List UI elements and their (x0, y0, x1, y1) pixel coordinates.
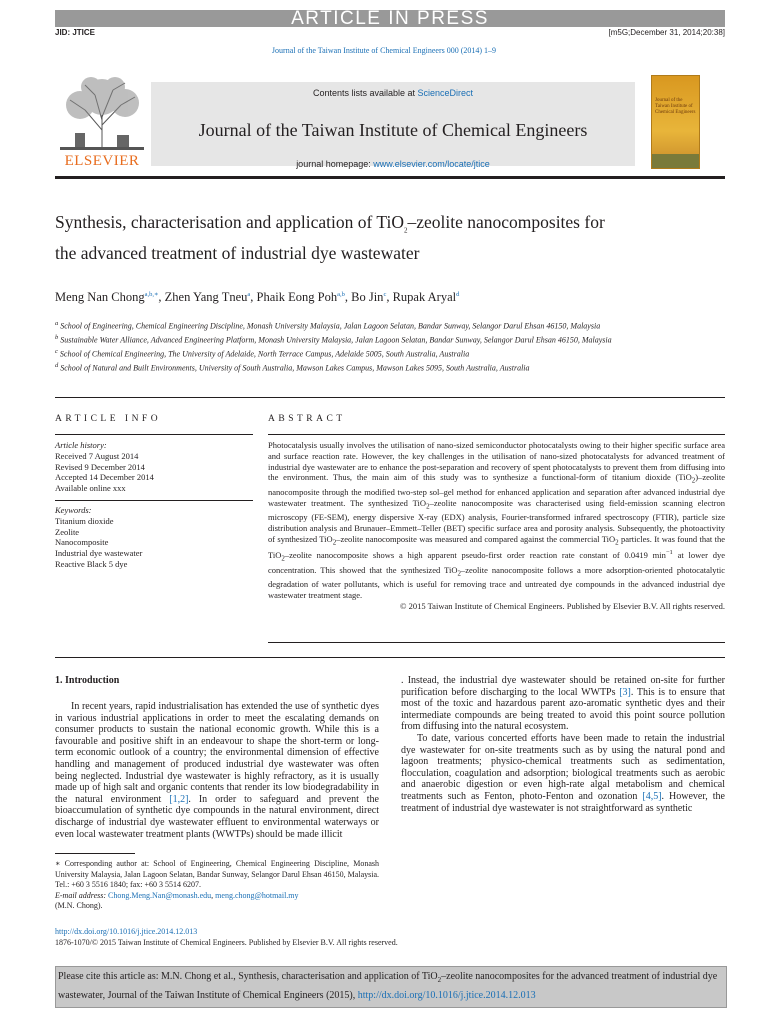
article-history (55, 440, 253, 494)
citation-link[interactable]: [4,5] (642, 790, 662, 802)
masthead-box (151, 82, 635, 169)
author-name[interactable]: Bo Jin (351, 290, 384, 305)
header-rule (55, 176, 725, 179)
journal-homepage-link[interactable]: www.elsevier.com/locate/jtice (373, 159, 490, 169)
affiliation: $^b$ Sustainable Water Alliance, Advanced Engineering Platform, Monash University Malaysia, Jalan Lagoon Selatan, Bandar Sunway, Selangor Darul Ehsan 46150, Malaysia (55, 333, 612, 345)
abstract-text: Photocatalysis usually involves the utilisation of nano-sized semiconductor photocatalysts owing to their higher specific surface area and surface reaction rate. However, the key challenges in the utilisation of nano-sized photocatalysts for advanced treatment of industrial dye wastewater are to enhance the post-separation and recovery of spent photocatalysts to prevent them from diffusing into the environment. Thus, the main aim of this study was to synthesize a functional-form of titanium dioxide (TiO$_2$)–zeolite nanocomposite through the modified two-step sol–gel method for enhanced application and separation after advanced industrial dye wastewater treatment. The synthesized TiO$_2$–zeolite nanocomposite was characterised using field-emission scanning electron microscopy (FE-SEM), energy dispersive X-ray (EDX) analysis, Fourier-transformed infrared spectroscopy (FTIR), particle size distribution analysis and Brunauer–Emmett–Teller (BET) specific surface area and porosity analysis. Subsequently, the photoactivity of synthesized TiO$_2$–zeolite nanocomposite was measured and compared against the commercial TiO$_2$ particles. It was found that the TiO$_2$–zeolite nanocomposite shows a high apparent pseudo-first order reaction rate constant of 0.0419 $\min^{-1}$ at lower dye concentration. This showed that the synthesized TiO$_2$–zeolite nanocomposite follows a more adsorption-oriented photocatalytic degradation of water pollutants, which is useful for removing trace and untreated dye compounds in the advanced industrial dye wastewater treatment stage. © 2015 Taiwan Institute of Chemical Engineers. Published by Elsevier B.V. All rights reserved. (268, 440, 725, 611)
email-link[interactable]: Chong.Meng.Nan@monash.edu (108, 890, 212, 900)
elsevier-wordmark: ELSEVIER (64, 153, 140, 169)
abstract-end-rule (268, 642, 725, 643)
intro-heading: 1. Introduction (55, 675, 120, 686)
affiliation: $^c$ School of Chemical Engineering, The University of Adelaide, North Terrace Campus, Adelaide 5005, South Australia, Australia (55, 347, 470, 359)
corresponding-author-footnote: ∗ Corresponding author at: School of Engineering, Chemical Engineering Discipline, Monash University Malaysia, Jalan Lagoon Selatan, Bandar Sunway, Selangor Darul Ehsan 46150, Malaysia. Tel.: +60 3 5516 1840; fax: +60 3 5514 6207. E-mail address: Chong.Meng.Nan@monash.edu, meng.chong@hotmail.my (M.N. Chong). (55, 859, 379, 911)
history-item: Available online xxx (55, 483, 126, 494)
issn-copyright: 1876-1070/© 2015 Taiwan Institute of Chemical Engineers. Published by Elsevier B.V. All rights reserved. (55, 938, 398, 947)
keyword: Titanium dioxide (55, 515, 114, 526)
copyright-line: © 2015 Taiwan Institute of Chemical Engineers. Published by Elsevier B.V. All rights reserved. (400, 600, 725, 611)
author-list: Meng Nan Chong$^{a,b,∗}$, Zhen Yang Tneu$^a$, Phaik Eong Poh$^{a,b}$, Bo Jin$^c$, Rupak Aryal$^d$ (55, 290, 460, 305)
history-item: Revised 9 December 2014 (55, 461, 145, 472)
cover-strip (652, 154, 699, 168)
journal-homepage-line: journal homepage: www.elsevier.com/locate/jtice (296, 159, 490, 169)
author-name[interactable]: Phaik Eong Poh (256, 290, 338, 305)
doi-link[interactable]: http://dx.doi.org/10.1016/j.jtice.2014.12.013 (55, 927, 198, 936)
footnote-rule (55, 853, 135, 854)
affiliation: $^a$ School of Engineering, Chemical Engineering Discipline, Monash University Malaysia, Jalan Lagoon Selatan, Bandar Sunway, Selangor Darul Ehsan 46150, Malaysia (55, 320, 601, 331)
contents-available-line: Contents lists available at ScienceDirect (312, 88, 474, 98)
author-affil-mark[interactable]: a (247, 291, 251, 298)
article-info-heading: ARTICLE INFO (55, 414, 162, 424)
keyword: Industrial dye wastewater (55, 548, 143, 559)
abstract-rule (268, 434, 725, 435)
body-column-left (55, 701, 379, 840)
cite-this-article-box: Please cite this article as: M.N. Chong et al., Synthesis, characterisation and application of TiO$_2$–zeolite nanocomposites for the advanced treatment of industrial dye wastewater, Journal of the Taiwan Institute of Chemical Engineers (2015), http://dx.doi.org/10.1016/j.jtice.2014.12.013 (55, 966, 727, 1008)
history-item: Received 7 August 2014 (55, 450, 139, 461)
keyword: Nanocomposite (55, 537, 109, 548)
journal-name: Journal of the Taiwan Institute of Chemical Engineers (198, 120, 588, 140)
cite-doi-link[interactable]: http://dx.doi.org/10.1016/j.jtice.2014.12.013 (357, 990, 536, 1001)
affiliation: $^d$ School of Natural and Built Environments, University of South Australia, Mawson Lakes Campus, Mawson Lakes 5095, South Australia, Australia (55, 361, 530, 373)
email-link[interactable]: meng.chong@hotmail.my (215, 890, 299, 900)
body-rule (55, 657, 725, 658)
intro-paragraph: In recent years, rapid industrialisation has extended the use of synthetic dyes in various industrial applications in order to meet the escalating demands on consumer products to sustain the national economic growth. While this is a favourable and positive shift in an endeavour to shape the short-term or long-term economic outlook of a country; the environmental dimension of effective handling and management of produced industrial dye wastewater was often being neglected. Industrial dye wastewater is highly refractory, as it is usually made up of high salt and organic contents that render its low biodegradability in the natural environment [1,2]. In order to safeguard and prevent the bioaccumulation of synthetic dye compounds in the natural environment, direct discharge of industrial dye wastewater effluent to environmental waterways or even local wastewater treatment plants (WWTPs) should be made illicit (55, 701, 379, 840)
history-label: Article history: (55, 440, 107, 450)
journal-citation-link[interactable]: Journal of the Taiwan Institute of Chemical Engineers 000 (2014) 1–9 (271, 46, 497, 55)
intro-paragraph: To date, various concerted efforts have been made to retain the industrial dye wastewater for on-site treatments such as by using the natural pond and lagoon treatments; physico-chemical treatments such as sedimentation, flocculation, coagulation and adsorption; biological treatments such as aerobic and anaerobic digestion or even high-rate algal metabolism and chemical treatments such as Fenton, photo-Fenton and ozonation [4,5]. However, the treatment of industrial dye wastewater is not straightforward as synthetic (401, 732, 725, 814)
article-title: Synthesis, characterisation and application of TiO$_2$–zeolite nanocomposites for the advanced treatment of industrial dye wastewater (55, 212, 605, 263)
journal-cover-thumbnail (651, 75, 700, 169)
body-column-right (401, 675, 725, 814)
author-name[interactable]: Rupak Aryal (392, 290, 457, 305)
author-affil-mark[interactable]: c (383, 291, 387, 298)
citation-link[interactable]: [3] (619, 686, 631, 698)
author-affil-mark[interactable]: d (456, 291, 460, 298)
affiliations (55, 318, 675, 373)
article-in-press-banner: ARTICLE IN PRESS (55, 10, 725, 27)
author-name[interactable]: Zhen Yang Tneu (164, 290, 248, 305)
article-info-rule (55, 434, 253, 435)
intro-paragraph-cont: . Instead, the industrial dye wastewater should be retained on-site for further purification before discharging to the local WWTPs [3]. This is to ensure that most of the toxic and hazardous parent azo-aromatic synthetic dyes and their intermediate compounds are being treated to avoid this point source pollution from diffusing into the natural ecosystem. (401, 675, 726, 733)
author-affil-mark[interactable]: a,b (337, 291, 345, 298)
keyword: Reactive Black 5 dye (55, 558, 128, 569)
timestamp-label: [m5G;December 31, 2014;20:38] (608, 28, 725, 37)
history-item: Accepted 14 December 2014 (55, 472, 154, 483)
history-rule (55, 500, 253, 501)
keyword: Zeolite (55, 526, 80, 537)
cover-title: Journal of the Taiwan Institute of Chemical Engineers (655, 98, 696, 115)
citation-link[interactable]: [1,2] (169, 793, 189, 805)
author-affil-mark[interactable]: a,b,∗ (144, 291, 159, 298)
section-rule (55, 397, 725, 398)
author-name[interactable]: Meng Nan Chong (55, 290, 145, 305)
keywords-label: Keywords: (55, 505, 92, 515)
abstract-heading: ABSTRACT (268, 414, 346, 424)
keywords (55, 505, 253, 570)
masthead (55, 75, 725, 175)
sciencedirect-link[interactable]: ScienceDirect (417, 88, 474, 98)
jid-label: JID: JTICE (55, 28, 96, 37)
